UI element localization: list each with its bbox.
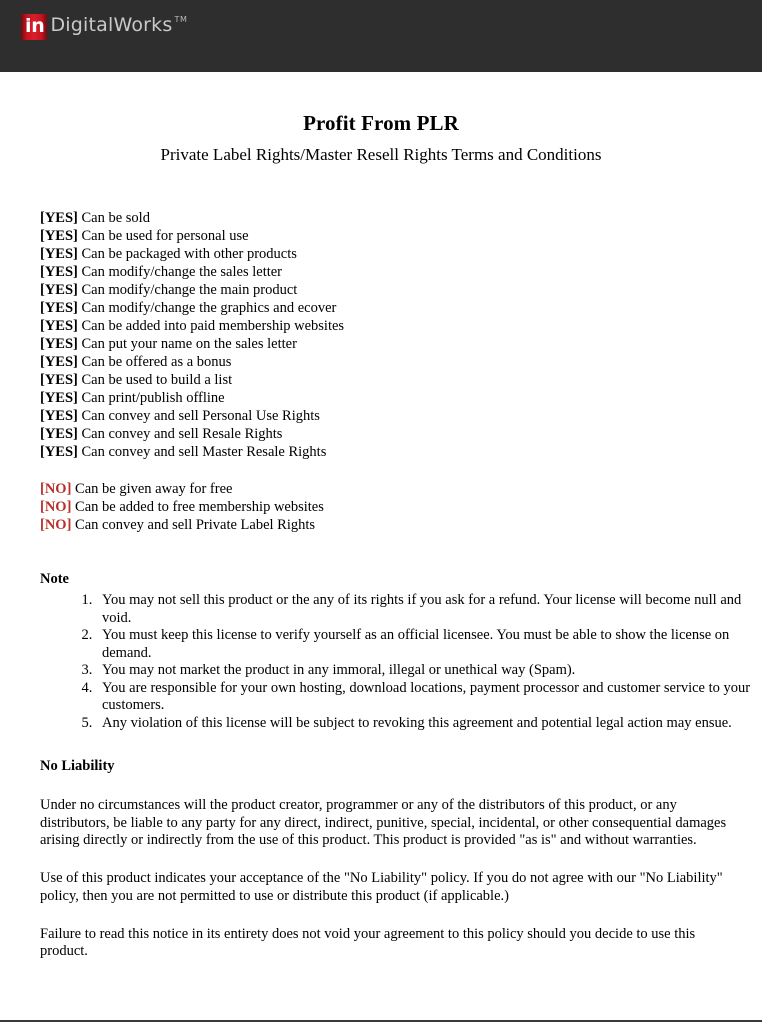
right-label: Can convey and sell Personal Use Rights: [81, 408, 320, 424]
note-item-text: 5. Any violation of this license will be subject to revoking this agreement and potential legal action may ensue.: [102, 714, 732, 731]
no-badge: [NO]: [40, 517, 72, 533]
logo-wordmark: DigitalWorks: [50, 14, 173, 36]
note-heading: Note: [40, 571, 69, 587]
yes-badge: [YES]: [40, 228, 78, 244]
yes-badge: [YES]: [40, 390, 78, 406]
list-item: [40, 353, 768, 371]
site-header: [0, 0, 762, 72]
trademark-icon: TM: [174, 15, 188, 24]
yes-badge: [YES]: [40, 408, 78, 424]
yes-badge: [YES]: [40, 300, 78, 316]
right-label: Can be added into paid membership websites: [81, 318, 345, 334]
list-item: [96, 627, 768, 662]
right-label: Can convey and sell Master Resale Rights: [81, 444, 327, 460]
allowed-rights-list: [0, 209, 768, 461]
list-item: [40, 498, 768, 516]
right-label: Can be offered as a bonus: [81, 354, 232, 370]
right-label: Can be packaged with other products: [81, 246, 297, 262]
note-item-text: 1. You may not sell this product or the any of its rights if you ask for a refund. Your license will become null and void.: [102, 592, 742, 626]
right-label: Can convey and sell Resale Rights: [81, 426, 283, 442]
no-badge: [NO]: [40, 499, 72, 515]
right-label: Can be used for personal use: [81, 228, 249, 244]
note-item-text: 2. You must keep this license to verify yourself as an official licensee. You must be able to show the license on demand.: [102, 627, 730, 661]
yes-badge: [YES]: [40, 210, 78, 226]
right-label: Can be added to free membership websites: [75, 499, 324, 515]
right-label: Can be sold: [81, 210, 150, 226]
right-label: Can be used to build a list: [81, 372, 233, 388]
list-item: [40, 389, 768, 407]
list-item: [40, 209, 768, 227]
yes-badge: [YES]: [40, 354, 78, 370]
list-item: [40, 425, 768, 443]
list-item: [40, 299, 768, 317]
right-label: Can print/publish offline: [81, 390, 225, 406]
list-item: [40, 371, 768, 389]
right-label: Can modify/change the main product: [81, 282, 298, 298]
yes-badge: [YES]: [40, 264, 78, 280]
page-subtitle: Private Label Rights/Master Resell Rights Terms and Conditions: [160, 145, 602, 164]
note-list: [0, 592, 768, 732]
note-item-text: 3. You may not market the product in any immoral, illegal or unethical way (Spam).: [102, 662, 576, 678]
yes-badge: [YES]: [40, 426, 78, 442]
yes-badge: [YES]: [40, 372, 78, 388]
list-item: [96, 680, 768, 715]
right-label: Can modify/change the graphics and ecover: [81, 300, 337, 316]
note-item-text: 4. You are responsible for your own hosting, download locations, payment processor and customer service to your customers.: [102, 679, 751, 713]
right-label: Can be given away for free: [75, 481, 233, 497]
yes-badge: [YES]: [40, 318, 78, 334]
yes-badge: [YES]: [40, 444, 78, 460]
yes-badge: [YES]: [40, 246, 78, 262]
liability-paragraph: Under no circumstances will the product creator, programmer or any of the distributors of this product, or any distributors, be liable to any party for any direct, indirect, punitive, special, incidental, or other consequential damages arising directly or indirectly from the use of this product. This product is provided "as is" and without warranties.: [40, 797, 727, 849]
yes-badge: [YES]: [40, 282, 78, 298]
list-item: [96, 715, 768, 733]
logo-badge-in: in: [21, 14, 47, 40]
right-label: Can convey and sell Private Label Rights: [75, 517, 316, 533]
list-item: [40, 281, 768, 299]
list-item: [40, 317, 768, 335]
right-label: Can put your name on the sales letter: [81, 336, 297, 352]
footer-divider: [0, 1020, 762, 1022]
yes-badge: [YES]: [40, 336, 78, 352]
list-item: [40, 407, 768, 425]
list-item: [96, 662, 768, 680]
list-item: [40, 516, 768, 534]
list-item: [40, 227, 768, 245]
list-item: [96, 592, 768, 627]
liability-heading: No Liability: [40, 758, 115, 774]
list-item: [40, 335, 768, 353]
liability-paragraph: Failure to read this notice in its entirety does not void your agreement to this policy should you decide to use this product.: [40, 925, 696, 960]
list-item: [40, 263, 768, 281]
list-item: [40, 245, 768, 263]
no-badge: [NO]: [40, 481, 72, 497]
liability-paragraph: Use of this product indicates your acceptance of the "No Liability" policy. If you do not agree with our "No Liability" policy, then you are not permitted to use or distribute this product (if applicable.): [40, 870, 723, 904]
page-title: Profit From PLR: [303, 111, 459, 135]
brand-logo[interactable]: [21, 14, 188, 40]
document-page: [0, 111, 768, 961]
list-item: [40, 480, 768, 498]
list-item: [40, 443, 768, 461]
denied-rights-list: [0, 480, 768, 534]
right-label: Can modify/change the sales letter: [81, 264, 283, 280]
